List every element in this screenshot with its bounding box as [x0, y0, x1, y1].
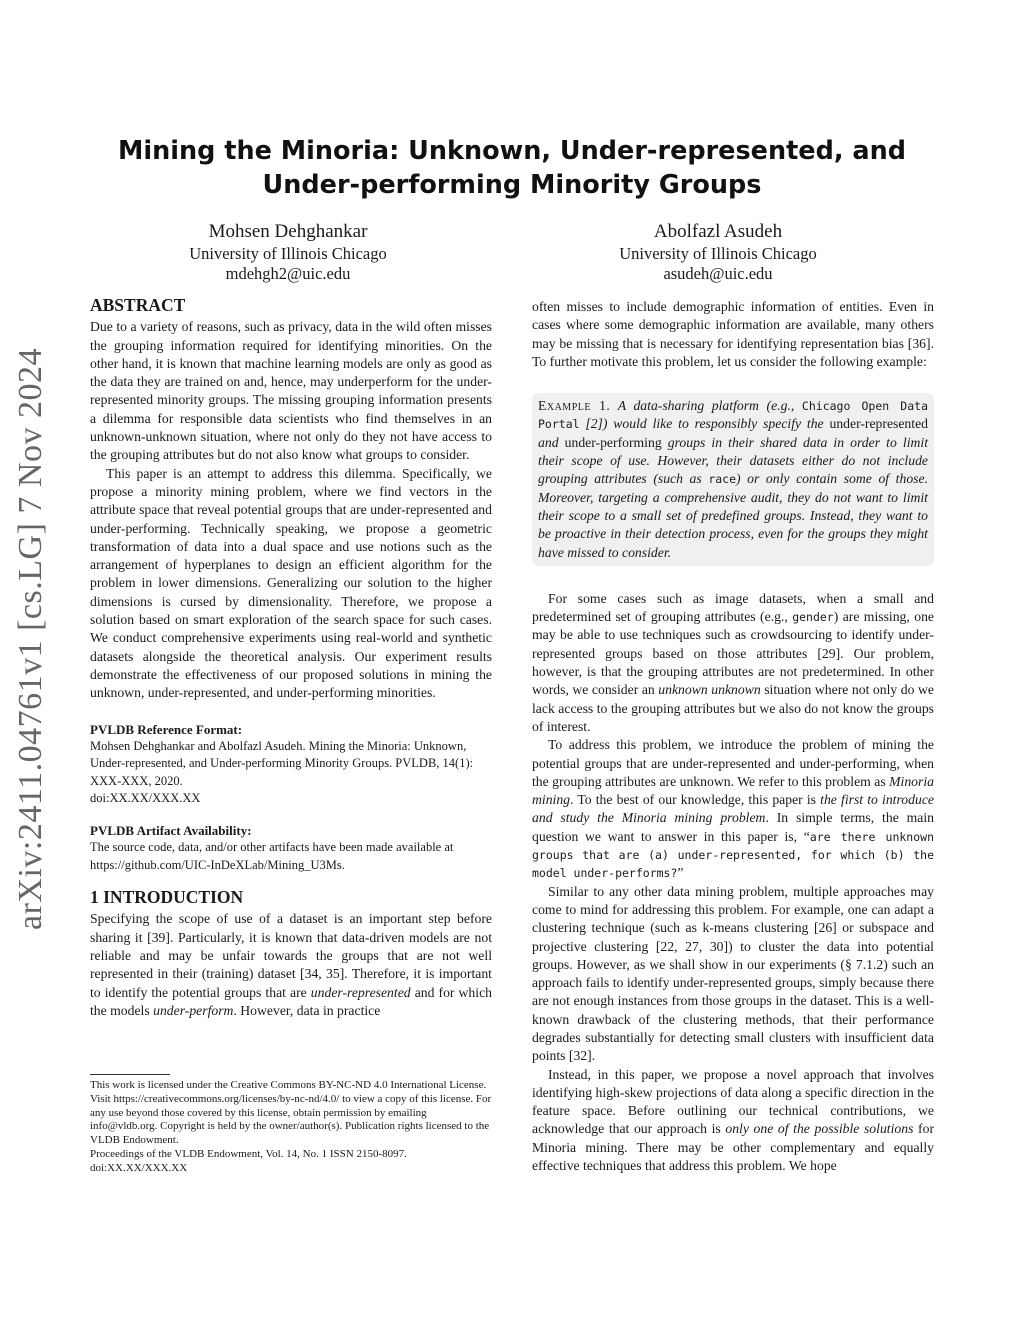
example-text: under-performing	[564, 434, 662, 450]
abstract-heading: ABSTRACT	[90, 295, 186, 315]
example-box	[532, 393, 934, 566]
body-text: To address this problem, we introduce the problem of mining the potential groups that are under-represented and under-performing, when the grouping attributes are unknown. We refer to this problem as	[532, 737, 934, 789]
artifact-heading: PVLDB Artifact Availability:	[90, 822, 252, 838]
abstract-paragraph-2: This paper is an attempt to address this dilemma. Specifically, we propose a minority mining problem, where we find vectors in the attribute space that reveal potential groups that are under-represented and under-performing. Technically speaking, we propose a geometric transformation of data into a dual space and use notions such as the arrangement of hyperplanes to design an efficient algorithm for the problem in lower dimensions. Generalizing our solution to the higher dimensions is cursed by dimensionality. Therefore, we propose a solution based on smart exploration of the search space for such cases. We conduct comprehensive experiments using real-world and synthetic datasets alongside the theoretical analysis. Our experiment results demonstrate the effectiveness of our proposed solutions in mining the unknown, under-represented, and under-performing minorities.	[90, 465, 492, 701]
body-emphasis: unknown unknown	[658, 682, 761, 698]
intro-paragraph-1	[90, 910, 492, 1020]
author-affiliation: University of Illinois Chicago	[189, 244, 387, 263]
example-code: Chicago Open Data Portal	[538, 399, 929, 432]
example-text: [2]) would like to responsibly specify the	[579, 416, 830, 432]
left-column	[90, 296, 492, 1020]
body-text: Instead, in this paper, we propose a novel approach that involves identifying high-skew projections of data along a specific direction in the feature space. Before outlining our technical contributions, we acknowledge that our approach is	[532, 1066, 934, 1137]
intro-text: and for which the models	[90, 984, 492, 1018]
author-block-2	[538, 220, 898, 284]
right-continuation: often misses to include demographic information of entities. Even in cases where some demographic information are available, many others may be missing that is necessary for identifying representation bias [36]. To further motivate this problem, let us consider the following example:	[532, 299, 934, 369]
intro-emphasis: under-perform	[153, 1002, 234, 1018]
right-paragraph-1	[532, 590, 934, 736]
artifact-text: The source code, data, and/or other artifacts have been made available at	[90, 839, 454, 854]
author-name: Abolfazl Asudeh	[653, 221, 783, 242]
intro-emphasis: under-represented	[310, 984, 411, 1000]
inline-code: are there unknown groups that are (a) under-represented, for which (b) the model under-performs?	[532, 829, 935, 881]
example-code: race	[708, 472, 737, 487]
intro-text: Specifying the scope of use of a dataset is an important step before sharing it [39]. Particularly, it is known that data-driven models are not reliable and may be unfair towards the groups that are not well represented in their (training) dataset [34, 35]. Therefore, it is important to identify the potential groups that are	[90, 911, 492, 1000]
right-paragraph-2	[532, 736, 934, 882]
paper-title	[100, 134, 924, 202]
body-text: For some cases such as image datasets, when a small and predetermined set of grouping attributes (e.g.,	[532, 590, 934, 625]
title-line-2: Under-performing Minority Groups	[262, 170, 762, 200]
right-paragraph-3: Similar to any other data mining problem, multiple approaches may come to mind for addressing this problem. For example, one can adapt a clustering technique (such as k-means clustering [26] or subspace and projective clustering [22, 27, 30]) to cluster the data into potential groups. However, as we shall show in our experiments (§ 7.1.2) such an approach fails to identify under-represented groups, simply because there are not enough instances from those groups in the dataset. This is a well-known drawback of the clustering methods, that their performance degrades substantially for detecting small clusters with insufficient data points [32].	[532, 883, 934, 1064]
example-text: and	[538, 434, 565, 450]
author-email: mdehgh2@uic.edu	[225, 264, 351, 283]
reference-format-doi: doi:XX.XX/XXX.XX	[90, 791, 201, 806]
footnote-rule	[90, 1074, 170, 1075]
license-note: This work is licensed under the Creative Commons BY-NC-ND 4.0 International License. Visit https://creativecommons.org/licenses/by-nc-nd/4.0/ to view a copy of this license. For any use beyond those covered by this license, obtain permission by emailing info@vldb.org. Copyright is held by the owner/author(s). Publication rights licensed to the VLDB Endowment.	[90, 1079, 492, 1147]
author-email: asudeh@uic.edu	[663, 264, 773, 283]
body-text: for Minoria mining. There may be other complementary and equally effective techniques that address this problem. We hope	[532, 1121, 934, 1174]
arxiv-identifier: arXiv:2411.04761v1 [cs.LG] 7 Nov 2024	[12, 348, 49, 930]
artifact-link[interactable]: https://github.com/UIC-InDeXLab/Mining_U3Ms.	[90, 857, 345, 872]
example-text: A data-sharing platform (e.g.,	[610, 398, 802, 414]
introduction-heading: 1 INTRODUCTION	[90, 887, 244, 908]
intro-text: . However, data in practice	[233, 1002, 381, 1018]
author-affiliation: University of Illinois Chicago	[619, 244, 817, 263]
example-label: Example 1.	[538, 398, 611, 414]
footnote-doi: doi:XX.XX/XXX.XX	[90, 1161, 188, 1174]
body-emphasis: only one of the possible solutions	[725, 1121, 914, 1137]
example-text: groups in their shared data in order to limit their scope of use. However, their datasets either do not include grouping attributes (such as	[538, 434, 928, 487]
right-paragraph-4	[532, 1066, 934, 1176]
inline-code: gender	[792, 610, 834, 625]
proceedings-note: Proceedings of the VLDB Endowment, Vol. 14, No. 1 ISSN 2150-8097.	[90, 1147, 407, 1160]
body-text: . To the best of our knowledge, this paper is	[570, 792, 821, 808]
body-text: ) are missing, one may be able to use techniques such as crowdsourcing to identify under-represented groups based on those attributes [29]. Our problem, however, is that the grouping attributes are not predetermined. In other words, we consider an	[532, 609, 934, 698]
body-text: . In simple terms, the main question we want to answer in this paper is, “	[532, 810, 934, 844]
footnote	[90, 1074, 492, 1176]
reference-format-heading: PVLDB Reference Format:	[90, 721, 243, 737]
example-text: under-represented	[829, 416, 928, 432]
body-emphasis: Minoria mining	[532, 773, 934, 808]
body-emphasis: the first to introduce and study the Minoria mining problem	[532, 792, 934, 826]
body-text: situation where not only do we lack access to the grouping attributes but we also do not know the groups of interest.	[532, 682, 934, 734]
author-block-1	[108, 220, 468, 284]
body-text: ”	[677, 865, 684, 881]
reference-format-text: Mohsen Dehghankar and Abolfazl Asudeh. Mining the Minoria: Unknown, Under-represented, and Under-performing Minority Groups. PVLDB, 14(1): XXX-XXX, 2020.	[90, 738, 474, 788]
title-line-1: Mining the Minoria: Unknown, Under-represented, and	[117, 136, 907, 166]
right-column	[532, 298, 934, 1175]
abstract-paragraph-1: Due to a variety of reasons, such as privacy, data in the wild often misses the grouping information required for identifying minorities. On the other hand, it is known that machine learning models are only as good as the data they are trained on and, hence, may underperform for the under-represented minority groups. The missing grouping information presents a dilemma for responsible data scientists who find themselves in an unknown-unknown situation, where not only do they not have access to the grouping attributes but do not also know what groups to consider.	[90, 319, 492, 463]
author-name: Mohsen Dehghankar	[208, 221, 368, 242]
example-text: ) or only contain some of those. Moreover, targeting a comprehensive audit, they do not want to limit their scope to a small set of predefined groups. Instead, they want to be proactive in their detection process, even for the groups they might have missed to consider.	[538, 471, 928, 560]
